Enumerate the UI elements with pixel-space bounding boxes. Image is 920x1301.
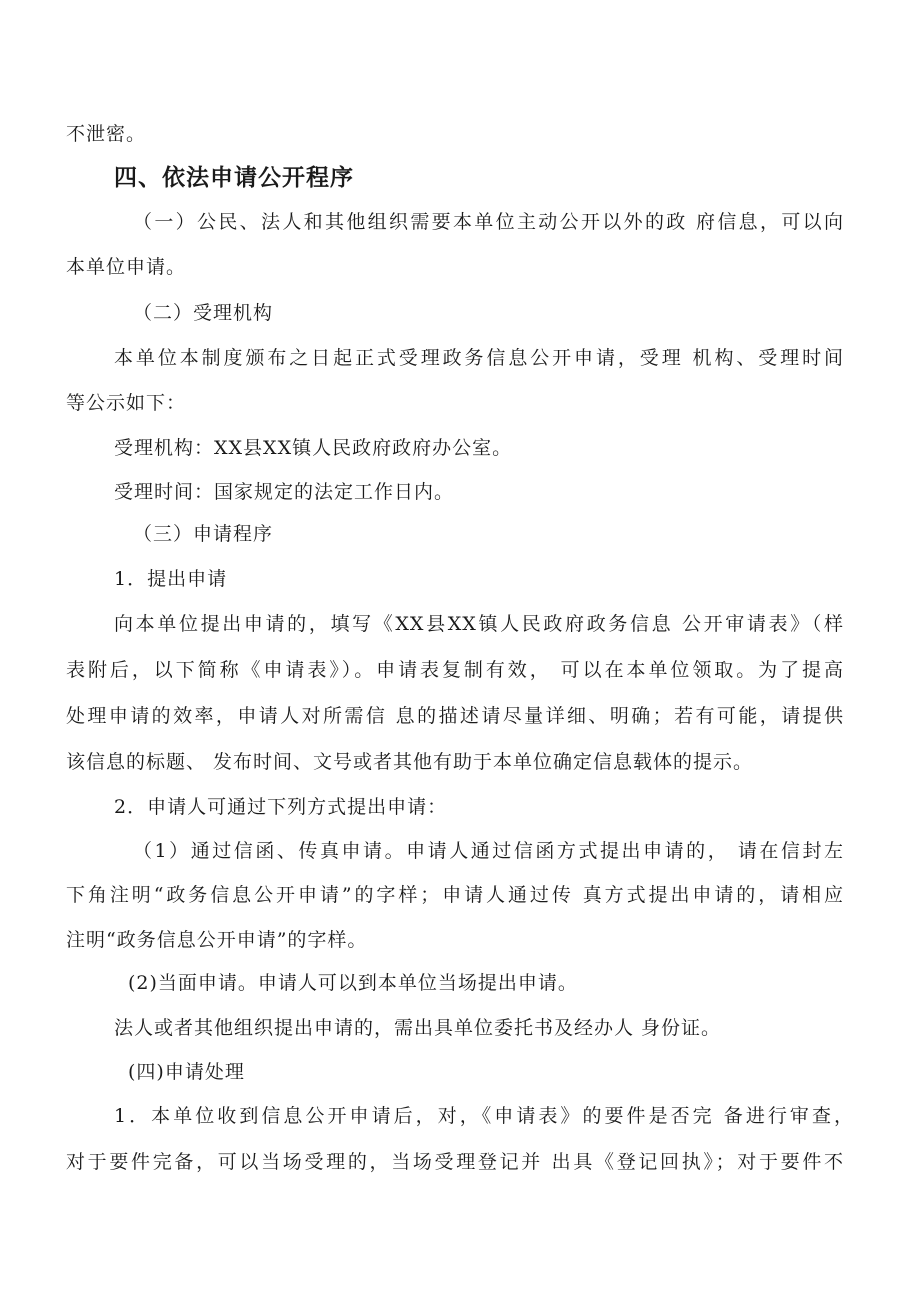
body-text-line: （1）通过信函、传真申请。申请人通过信函方式提出申请的， 请在信封左 xyxy=(133,840,844,862)
subsection-heading: （二）受理机构 xyxy=(133,302,274,324)
subsection-heading: （三）申请程序 xyxy=(133,523,274,545)
body-text-line: 向本单位提出申请的，填写《XX县XX镇人民政府政务信息 公开审请表》（样 xyxy=(114,613,844,635)
body-text-line: 1．本单位收到信息公开申请后，对，《申请表》的要件是否完 备进行审查， xyxy=(114,1105,854,1127)
body-text-line: 对于要件完备，可以当场受理的，当场受理登记并 出具《登记回执》；对于要件不 xyxy=(66,1151,844,1173)
body-text-line: 本单位本制度颁布之日起正式受理政务信息公开申请，受理 机构、受理时间 xyxy=(114,347,844,369)
body-text-line: 不泄密。 xyxy=(66,123,147,145)
body-text-line: 本单位申请。 xyxy=(66,256,187,278)
numbered-item-heading: 1．提出申请 xyxy=(114,568,228,590)
body-text-line: 法人或者其他组织提出申请的，需出具单位委托书及经办人 身份证。 xyxy=(114,1017,722,1039)
body-text-line: (2)当面申请。申请人可以到本单位当场提出申请。 xyxy=(128,972,578,994)
body-text-line: 下角注明“政务信息公开申请”的字样；申请人通过传 真方式提出申请的，请相应 xyxy=(66,884,844,906)
subsection-heading: (四)申请处理 xyxy=(128,1061,245,1083)
body-text-line: 表附后，以下简称《申请表》）。申请表复制有效， 可以在本单位领取。为了提高 xyxy=(66,659,844,681)
body-text-line: 处理申请的效率，申请人对所需信 息的描述请尽量详细、明确；若有可能，请提供 xyxy=(66,705,844,727)
body-text-line: 等公示如下： xyxy=(66,392,187,414)
body-text-line: 受理时间：国家规定的法定工作日内。 xyxy=(114,481,455,503)
body-text-line: （一）公民、法人和其他组织需要本单位主动公开以外的政 府信息，可以向 xyxy=(133,211,844,233)
section-heading: 四、依法申请公开程序 xyxy=(114,165,354,191)
body-text-line: 注明“政务信息公开申请”的字样。 xyxy=(66,929,368,951)
numbered-item-heading: 2．申请人可通过下列方式提出申请： xyxy=(114,796,448,818)
body-text-line: 该信息的标题、 发布时间、文号或者其他有助于本单位确定信息载体的提示。 xyxy=(66,751,754,773)
body-text-line: 受理机构：XX县XX镇人民政府政府办公室。 xyxy=(114,437,513,459)
